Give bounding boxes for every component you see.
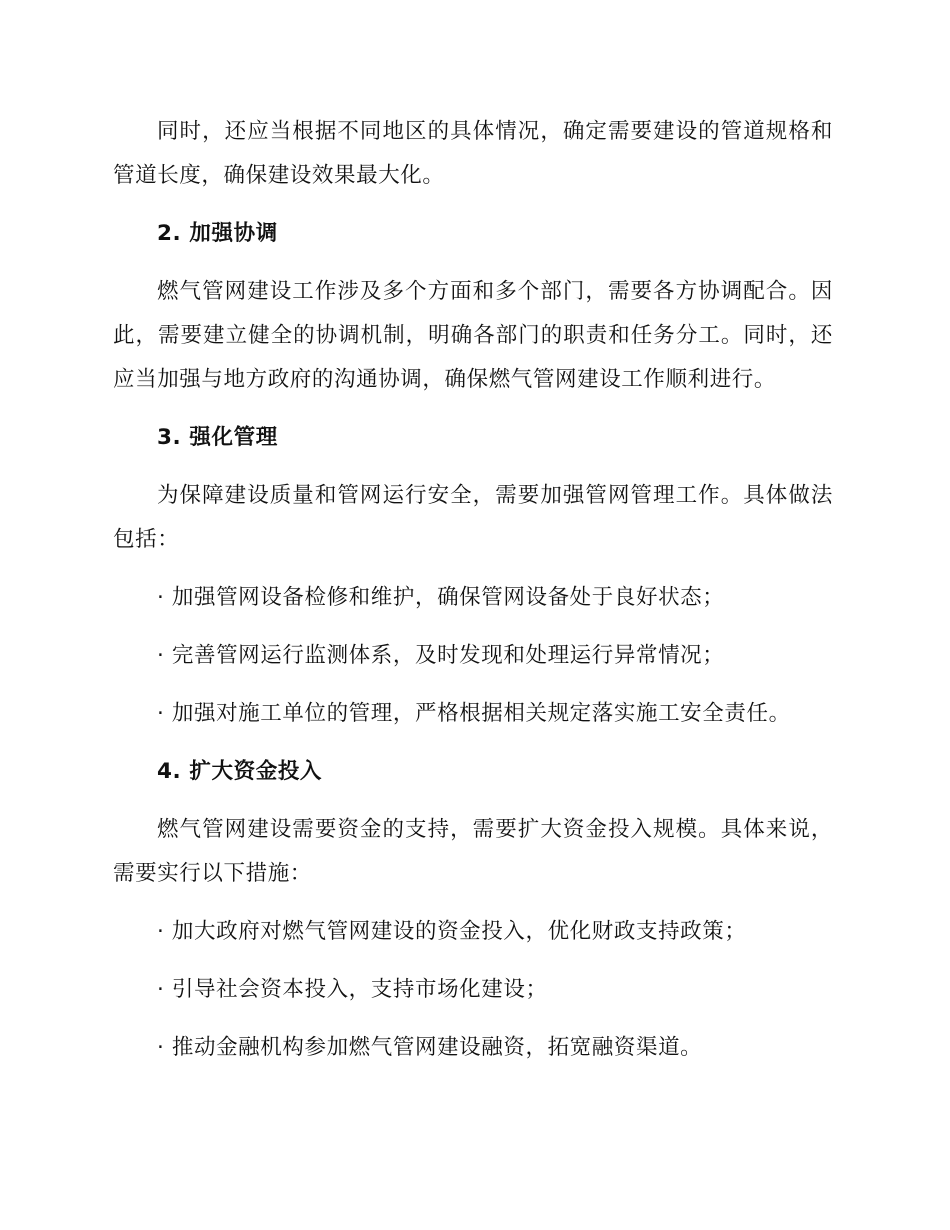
paragraph-funding: 燃气管网建设需要资金的支持，需要扩大资金投入规模。具体来说，需要实行以下措施：: [113, 817, 833, 886]
list-item: · 加强对施工单位的管理，严格根据相关规定落实施工安全责任。: [157, 701, 791, 726]
list-item: · 加大政府对燃气管网建设的资金投入，优化财政支持政策；: [157, 919, 747, 944]
list-item: · 加强管网设备检修和维护，确保管网设备处于良好状态；: [157, 585, 725, 610]
heading-management: 3. 强化管理: [157, 425, 278, 450]
list-item: · 完善管网运行监测体系，及时发现和处理运行异常情况；: [157, 643, 725, 668]
heading-funding: 4. 扩大资金投入: [157, 759, 323, 784]
paragraph-pipeline-spec: 同时，还应当根据不同地区的具体情况，确定需要建设的管道规格和管道长度，确保建设效果最大化。: [113, 119, 833, 188]
list-item: · 推动金融机构参加燃气管网建设融资，拓宽融资渠道。: [157, 1035, 703, 1060]
paragraph-management: 为保障建设质量和管网运行安全，需要加强管网管理工作。具体做法包括：: [113, 483, 833, 552]
paragraph-coordination: 燃气管网建设工作涉及多个方面和多个部门，需要各方协调配合。因此，需要建立健全的协调机制，明确各部门的职责和任务分工。同时，还应当加强与地方政府的沟通协调，确保燃气管网建设工作顺利进行。: [113, 279, 833, 392]
heading-coordination: 2. 加强协调: [157, 221, 278, 246]
document-body: [113, 110, 833, 1084]
list-item: · 引导社会资本投入，支持市场化建设；: [157, 977, 548, 1002]
